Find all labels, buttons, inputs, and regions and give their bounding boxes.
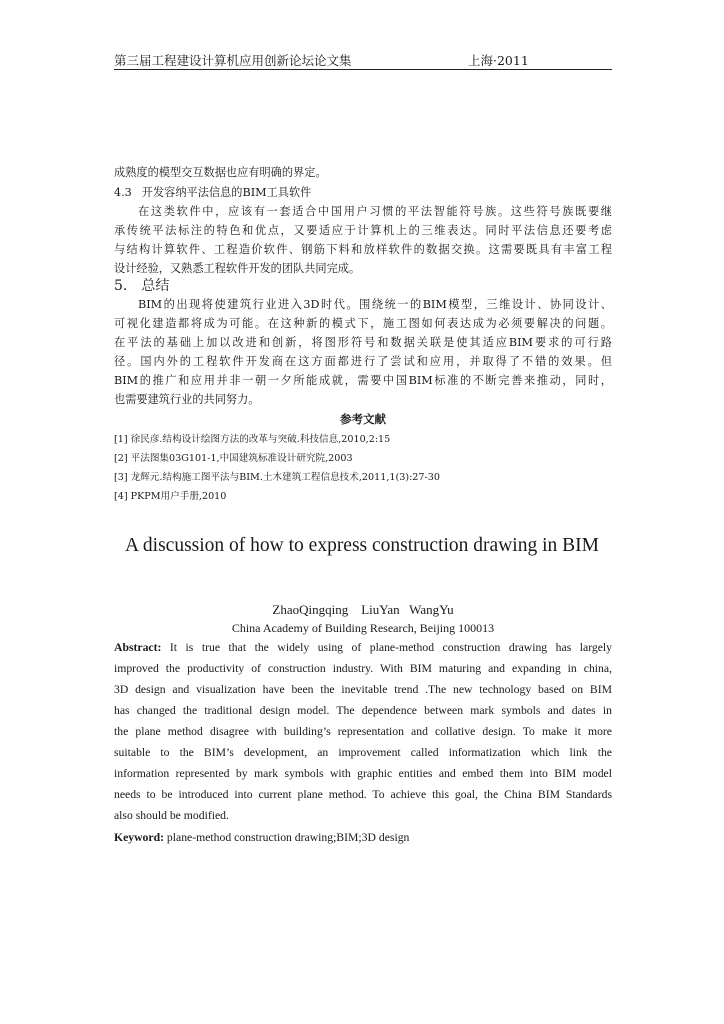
abstract-label: Abstract:	[114, 641, 162, 654]
keyword-label: Keyword:	[114, 831, 164, 844]
abstract-line: also should be modified.	[114, 809, 229, 822]
keywords-line	[114, 830, 612, 846]
abstract-text: It is true that the widely using of plane-method construction drawing has largely	[161, 641, 612, 654]
reference-item: [2] 平法图集03G101-1,中国建筑标准设计研究院,2003	[114, 453, 353, 464]
abstract-line: suitable to the BIM’s development, an improvement called informatization which link the	[114, 746, 612, 759]
body-line: 成熟度的模型交互数据也应有明确的界定。	[114, 166, 327, 179]
page-header	[114, 51, 612, 70]
keywords-text: plane-method construction drawing;BIM;3D design	[164, 831, 410, 844]
body-line: 也需要建筑行业的共同努力。	[114, 393, 260, 406]
body-line: 在这类软件中，应该有一套适合中国用户习惯的平法智能符号族。这些符号族既要继	[138, 205, 612, 218]
section-heading-4-3	[114, 185, 612, 200]
section-title: 开发容纳平法信息的BIM工具软件	[141, 186, 312, 199]
affiliation: China Academy of Building Research, Beijing 100013	[231, 621, 495, 635]
section-heading-5	[114, 278, 612, 295]
section-number: 5.	[114, 278, 128, 294]
header-proceedings-title: 第三届工程建设计算机应用创新论坛论文集	[114, 53, 352, 68]
section-number: 4.3	[114, 186, 132, 199]
abstract-line: has changed the traditional design model. The dependence between mark symbols and dates in	[114, 704, 612, 717]
abstract-line: information represented by mark symbols with graphic entities and embed them into BIM model	[114, 767, 612, 780]
body-line: BIM的出现将使建筑行业进入3D时代。围绕统一的BIM模型，三维设计、协同设计、	[138, 298, 612, 311]
abstract-line	[114, 640, 612, 656]
header-location-year: 上海·2011	[468, 53, 529, 68]
body-line: 径。国内外的工程软件开发商在这方面都进行了尝试和应用，并取得了不错的效果。但	[114, 355, 612, 368]
body-line: 设计经验，又熟悉工程软件开发的团队共同完成。	[114, 262, 361, 275]
authors: ZhaoQingqing LiuYan WangYu	[272, 602, 454, 617]
body-line: 在平法的基础上加以改进和创新，将图形符号和数据关联是使其适应BIM要求的可行路	[114, 336, 612, 349]
references-heading: 参考文献	[340, 412, 386, 426]
reference-item: [3] 龙辉元.结构施工图平法与BIM.土木建筑工程信息技术,2011,1(3):27-30	[114, 472, 440, 483]
abstract-line: the plane method disagree with building’s representation and collative design. To make it more	[114, 725, 612, 738]
body-line: 可视化建造都将成为可能。在这种新的模式下，施工图如何表达成为必须要解决的问题。	[114, 317, 612, 330]
body-line: 与结构计算软件、工程造价软件、钢筋下料和放样软件的数据交换。这需要既具有丰富工程	[114, 243, 612, 256]
body-line: BIM的推广和应用并非一朝一夕所能成就，需要中国BIM标准的不断完善来推动，同时，	[114, 374, 612, 387]
abstract-line: needs to be introduced into current plane method. To achieve this goal, the China BIM Standards	[114, 788, 612, 801]
body-line: 承传统平法标注的特色和优点，又要适应于计算机上的三维表达。同时平法信息还要考虑	[114, 224, 612, 237]
abstract-line: 3D design and visualization have been the inevitable trend .The new technology based on BIM	[114, 683, 612, 696]
abstract-line: improved the productivity of construction industry. With BIM maturing and expanding in china,	[114, 662, 612, 675]
section-title: 总结	[141, 278, 170, 294]
reference-item: [1] 徐民彦.结构设计绘图方法的改革与突破.科技信息,2010,2:15	[114, 434, 391, 445]
reference-item: [4] PKPM用户手册,2010	[114, 491, 227, 502]
english-title: A discussion of how to express construction drawing in BIM	[125, 535, 599, 556]
